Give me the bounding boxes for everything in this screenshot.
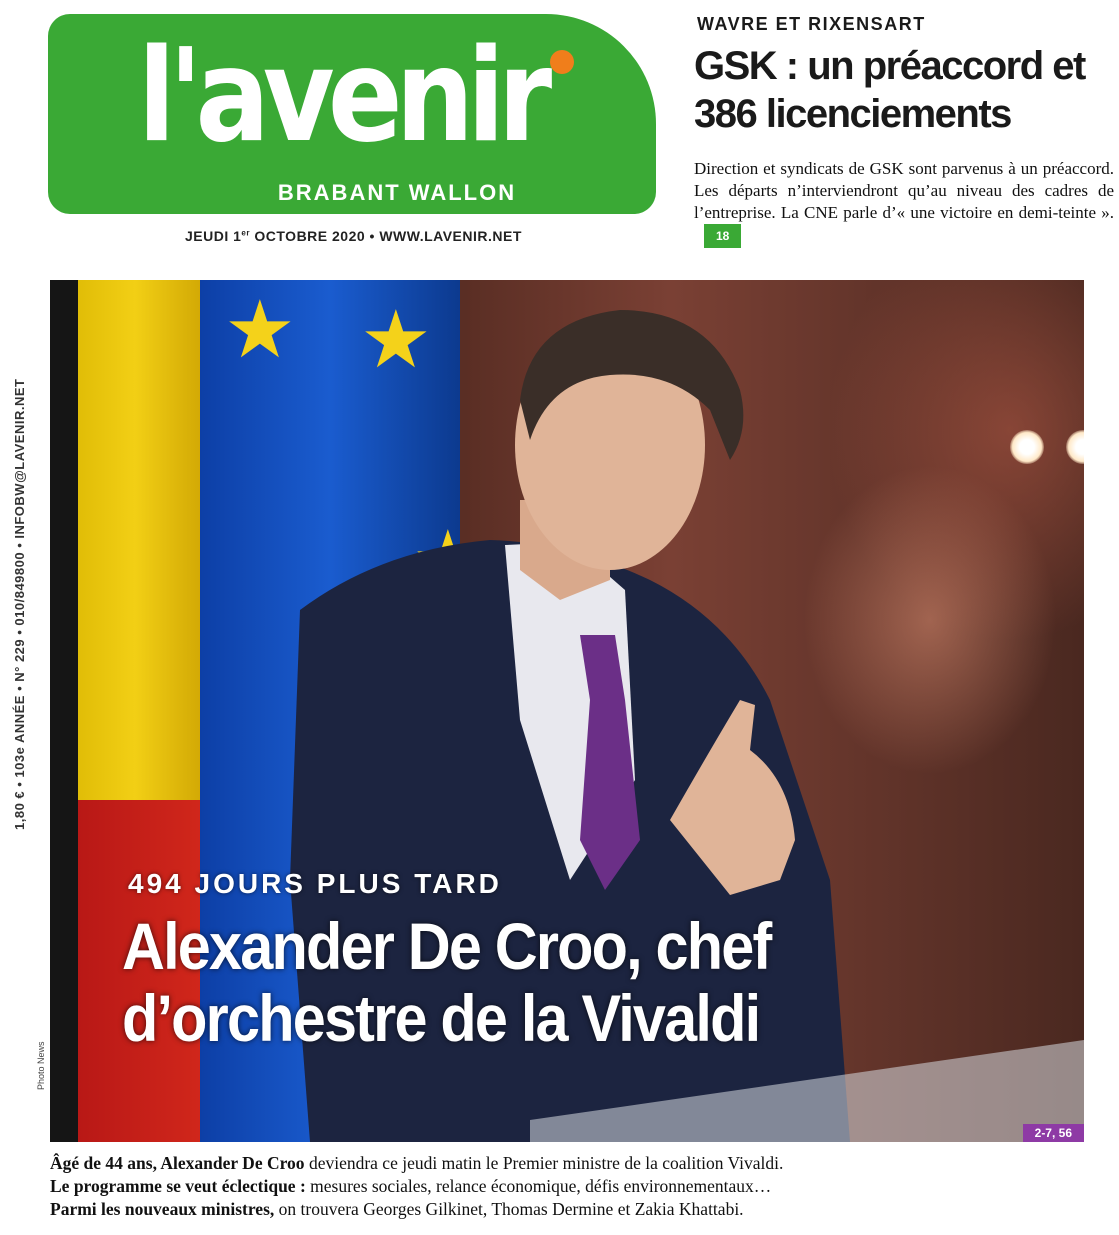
lead-line bbox=[50, 1198, 1090, 1221]
eu-star-icon: ★ bbox=[360, 295, 432, 384]
teaser-body-text: Direction et syndicats de GSK sont parvenus à un préaccord. Les départs n’interviendront qu’au niveau des cadres de l’entreprise. La CNE parle d’« une victoire en demi-teinte ». bbox=[694, 159, 1114, 222]
main-kicker: 494 JOURS PLUS TARD bbox=[128, 868, 502, 899]
main-photo bbox=[50, 280, 1084, 1142]
teaser-title[interactable]: GSK : un préaccord et 386 licenciements bbox=[694, 44, 1085, 136]
lead-text: mesures sociales, relance économique, défis environnementaux… bbox=[305, 1176, 772, 1196]
lead-bold: Le programme se veut éclectique : bbox=[50, 1176, 306, 1196]
lead-line bbox=[50, 1175, 1090, 1198]
teaser-body bbox=[694, 158, 1114, 248]
logo-wordmark: l'avenir bbox=[137, 22, 546, 171]
teaser-page-ref[interactable]: 18 bbox=[704, 224, 741, 248]
lead-bold: Âgé de 44 ans, Alexander De Croo bbox=[50, 1153, 305, 1173]
edition-label: BRABANT WALLON bbox=[277, 180, 517, 205]
logo-dot-icon bbox=[550, 50, 574, 74]
photo-credit: Photo News bbox=[36, 1041, 46, 1090]
lead-line bbox=[50, 1152, 1090, 1175]
dateline-prefix: JEUDI 1 bbox=[185, 228, 242, 244]
teaser-kicker: WAVRE ET RIXENSART bbox=[697, 14, 926, 34]
side-info: 1,80 € • 103e ANNÉE • N° 229 • 010/849800 • INFOBW@LAVENIR.NET bbox=[12, 378, 27, 830]
dateline bbox=[185, 228, 522, 244]
lead-text: on trouvera Georges Gilkinet, Thomas Dermine et Zakia Khattabi. bbox=[274, 1199, 744, 1219]
lead-text: deviendra ce jeudi matin le Premier ministre de la coalition Vivaldi. bbox=[304, 1153, 784, 1173]
main-headline[interactable]: Alexander De Croo, chef d’orchestre de la Vivaldi bbox=[122, 909, 771, 1055]
masthead-logo[interactable] bbox=[48, 14, 656, 214]
lead-bold: Parmi les nouveaux ministres, bbox=[50, 1199, 275, 1219]
lead-paragraph bbox=[50, 1152, 1090, 1221]
eu-star-icon: ★ bbox=[224, 285, 296, 374]
main-page-ref[interactable]: 2-7, 56 bbox=[1023, 1124, 1084, 1142]
dateline-sup: er bbox=[241, 228, 250, 238]
dateline-suffix: OCTOBRE 2020 • WWW.LAVENIR.NET bbox=[249, 228, 522, 244]
